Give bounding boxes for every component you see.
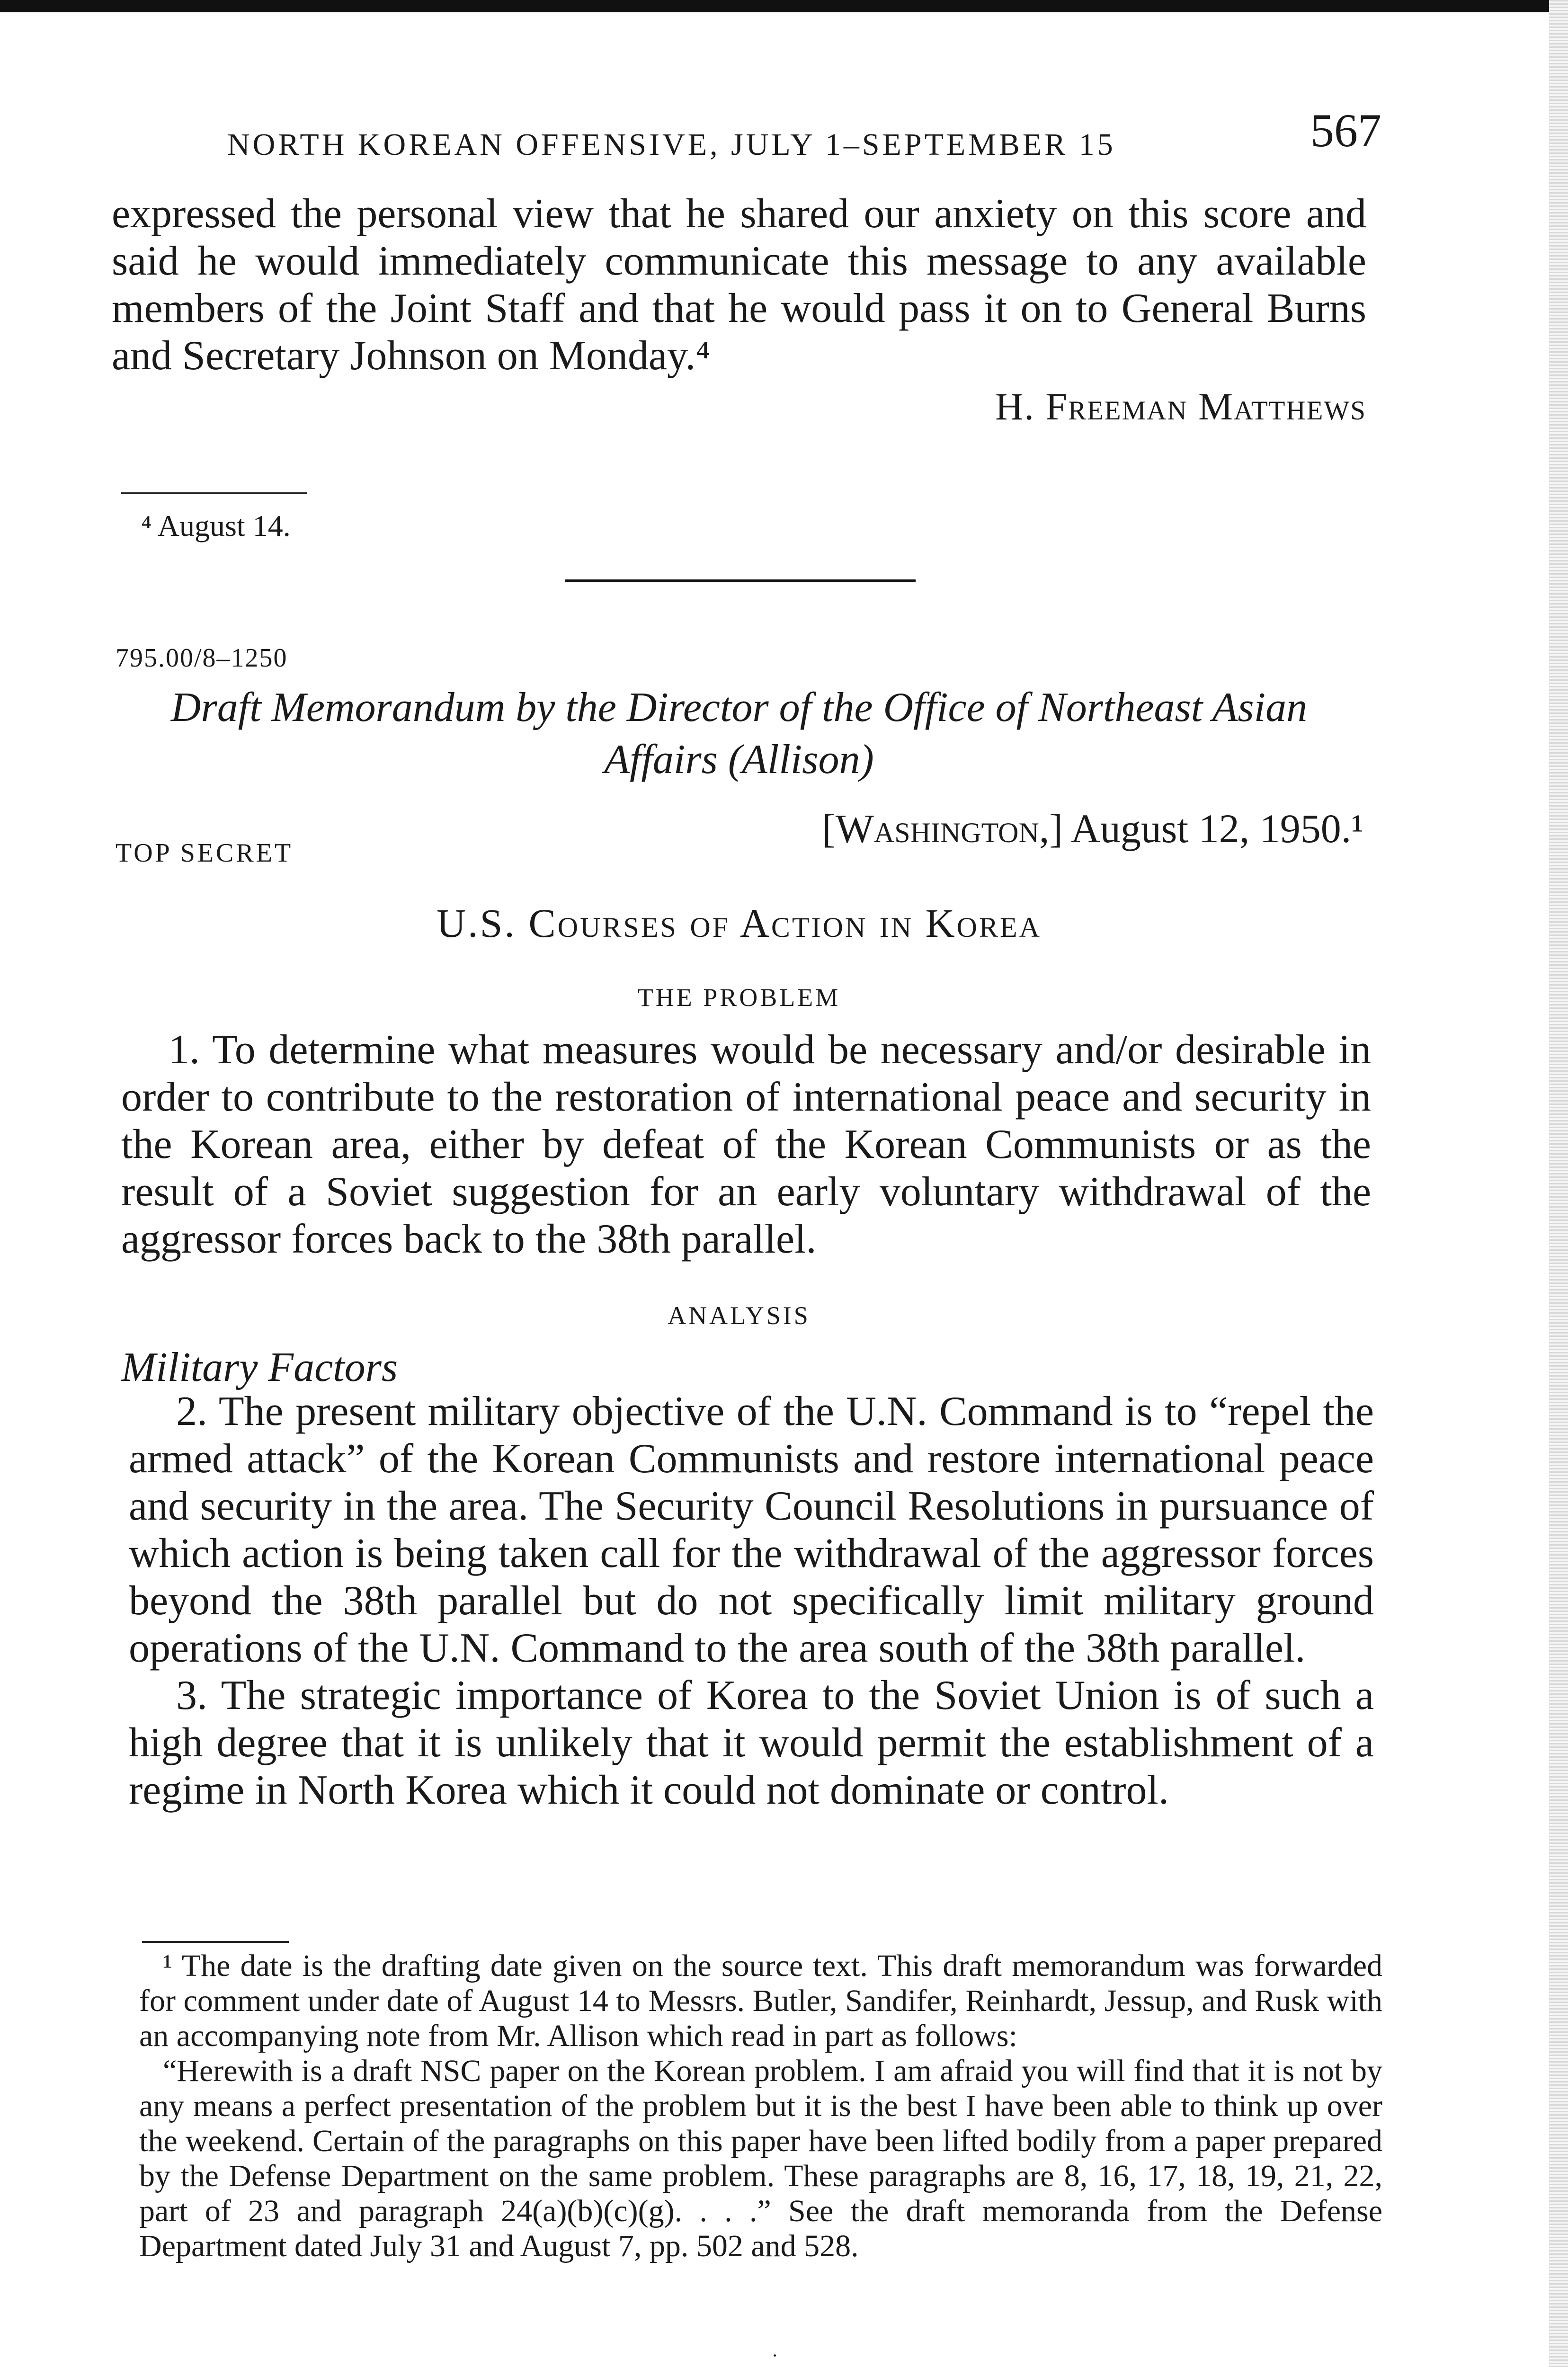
paragraph-1-text: 1. To determine what measures would be necessary and/or desirable in order to contribute to the restoration of international peace and security in the Korean area, either by defeat of the Korean Communists or as the result of a Soviet suggestion for an early voluntary withdrawal of the aggressor forces back to the 38th parallel. (121, 1027, 1371, 1262)
main-heading: U.S. Courses of Action in Korea (437, 900, 1042, 946)
document-title: Draft Memorandum by the Director of the Office of Northeast Asian Affairs (Allison) (170, 685, 1308, 783)
subheading-military-factors: Military Factors (121, 1344, 398, 1390)
stray-mark: · (772, 2345, 778, 2366)
paragraph-2-text: 2. The present military objective of the U.N. Command is to “repel the armed attack” of the Korean Communists and restore international peace and security in the area. The Security Council Resolutions in pursuance of which action is being taken call for the withdrawal of the aggressor forces beyond the 38th parallel but do not specifically limit military ground operations of the U.N. Command to the area south of the 38th parallel. (129, 1388, 1374, 1671)
signature: H. Freeman Matthews (995, 385, 1366, 428)
paragraphs-2-3 (129, 1388, 1374, 1814)
continuation-text: expressed the personal view that he shared our anxiety on this score and said he would immediately communicate this message to any available members of the Joint Staff and that he would pass it on to General Burns and Secretary Johnson on Monday.⁴ (112, 191, 1366, 379)
footnote-1-paragraph-2: “Herewith is a draft NSC paper on the Korean problem. I am afraid you will find that it is not by any means a perfect presentation of the problem but it is the best I have been able to think up over the weekend. Certain of the paragraphs on this paper have been lifted bodily from a paper prepared by the Defense Department on the same problem. These paragraphs are 8, 16, 17, 18, 19, 21, 22, part of 23 and paragraph 24(a)(b)(c)(g). . . .” See the draft memoranda from the Defense Department dated July 31 and August 7, pp. 502 and 528. (139, 2054, 1382, 2263)
footnote-1-paragraph-1: ¹ The date is the drafting date given on the source text. This draft memorandum was forwarded for comment under date of August 14 to Messrs. Butler, Sandifer, Reinhardt, Jessup, and Rusk with an accompanying note from Mr. Allison which read in part as follows: (139, 1949, 1382, 2053)
continuation-paragraph (112, 190, 1366, 380)
scan-top-border (0, 0, 1568, 12)
footnote-4: ⁴ August 14. (141, 509, 291, 543)
paragraph-3-text: 3. The strategic importance of Korea to the Soviet Union is of such a high degree that it is unlikely that it would permit the establishment of a regime in North Korea which it could not dominate or control. (129, 1673, 1374, 1813)
dateline (748, 805, 1363, 852)
scan-page-edge (1549, 0, 1568, 2367)
running-head: NORTH KOREAN OFFENSIVE, JULY 1–SEPTEMBER 15 (227, 127, 1116, 162)
page-number: 567 (1310, 104, 1381, 157)
footnote-rule (142, 1941, 289, 1943)
paragraph-1 (121, 1026, 1371, 1263)
footnote-1 (139, 1949, 1382, 2264)
document-separator (565, 579, 916, 582)
file-number: 795.00/8–1250 (116, 643, 288, 673)
section-heading-analysis: ANALYSIS (668, 1301, 811, 1330)
dateline-place: [Washington,] (822, 806, 1063, 851)
footnote-rule (121, 492, 307, 494)
classification: TOP SECRET (116, 838, 294, 868)
section-heading-problem: THE PROBLEM (637, 983, 841, 1012)
dateline-date: August 12, 1950.¹ (1070, 806, 1363, 851)
